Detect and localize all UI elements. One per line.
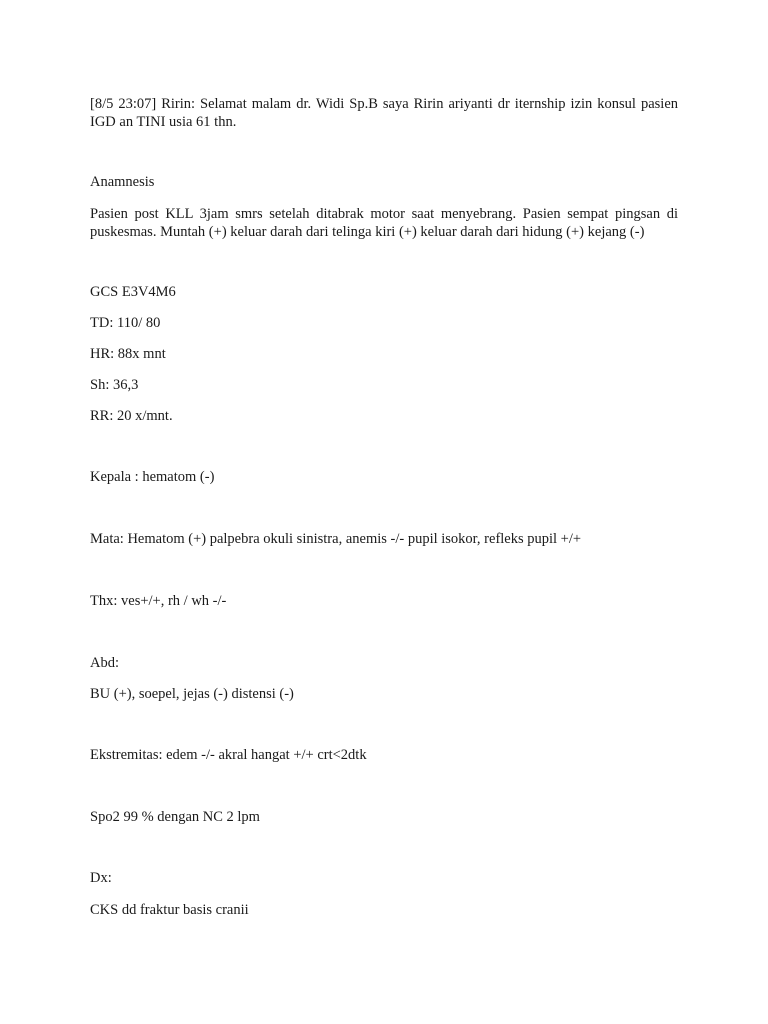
kepala-line: Kepala : hematom (-) [90, 469, 215, 485]
abd-heading: Abd: [90, 655, 119, 671]
anamnesis-text: Pasien post KLL 3jam smrs setelah ditabrak motor saat menyebrang. Pasien sempat pingsan di puskesmas. Muntah (+) keluar darah dari telinga kiri (+) keluar darah dari hidung (+) kejang (-) [90, 206, 678, 240]
intro-message: [8/5 23:07] Ririn: Selamat malam dr. Widi Sp.B saya Ririn ariyanti dr iternship izin konsul pasien IGD an TINI usia 61 thn. [90, 96, 678, 130]
dx-heading: Dx: [90, 870, 112, 886]
spo2-line: Spo2 99 % dengan NC 2 lpm [90, 809, 260, 825]
ekstremitas-line: Ekstremitas: edem -/- akral hangat +/+ crt<2dtk [90, 747, 367, 763]
sh-line: Sh: 36,3 [90, 377, 139, 393]
rr-line: RR: 20 x/mnt. [90, 408, 173, 424]
mata-line: Mata: Hematom (+) palpebra okuli sinistra, anemis -/- pupil isokor, refleks pupil +/+ [90, 531, 582, 547]
anamnesis-heading: Anamnesis [90, 174, 155, 190]
abd-text: BU (+), soepel, jejas (-) distensi (-) [90, 686, 294, 702]
dx-text: CKS dd fraktur basis cranii [90, 902, 249, 918]
gcs-line: GCS E3V4M6 [90, 284, 176, 300]
hr-line: HR: 88x mnt [90, 346, 166, 362]
thx-line: Thx: ves+/+, rh / wh -/- [90, 593, 227, 609]
td-line: TD: 110/ 80 [90, 315, 161, 331]
